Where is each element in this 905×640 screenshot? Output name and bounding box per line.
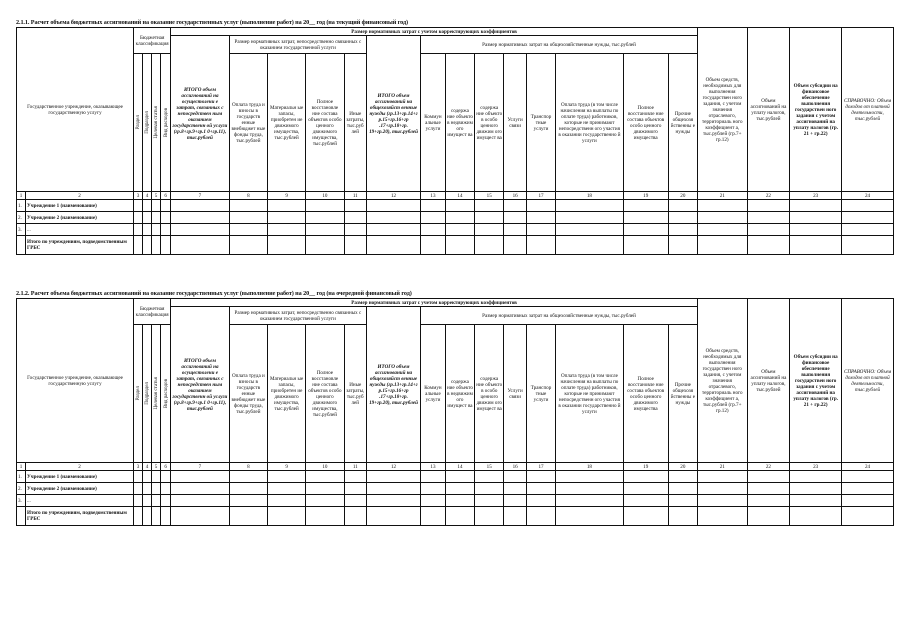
- direct-col: Полное восстановле ние состава объектов особо ценного движимого имущества, тыс.рублей: [306, 325, 344, 463]
- budget-col-subsection: Подраздел: [144, 111, 151, 134]
- direct-col: Материальн ые запасы, приобретен ие движимого имущества, тыс.рублей: [267, 325, 305, 463]
- reference-header: СПРАВОЧНО: Объем доходов от платной деятельности, тыс.рублей: [842, 299, 894, 463]
- general-col: Транспор тные услуги: [526, 325, 555, 463]
- volume-needed-header: Объем средств, необходимых для выполнения государствен ного задания, с учетом значения отраслевого, территориаль ного коэффициент а, тыс.рублей (гр.7+ гр.12): [697, 28, 747, 192]
- table-row: 1. Учреждение 1 (наименование): [17, 471, 894, 483]
- budget-table: [16, 27, 894, 255]
- norm-total-header: Размер нормативных затрат с учетом корректирующих коэффициентов: [171, 28, 698, 36]
- table-row: 2. Учреждение 2 (наименование): [17, 212, 894, 224]
- general-col: Коммун альные услуги: [421, 325, 446, 463]
- general-col: Оплата труда (в том числе начисления на выплаты по оплате труда) работников, которые не принимают непосредственн ого участия в оказании государственно й услуги: [556, 54, 624, 192]
- budget-col-target: Целевая статья: [153, 377, 160, 410]
- table-row: 3. ...: [17, 224, 894, 236]
- direct-col: Материальн ые запасы, приобретен ие движимого имущества, тыс.рублей: [267, 54, 305, 192]
- direct-col: Полное восстановле ние состава объектов особо ценного движимого имущества, тыс.рублей: [306, 54, 344, 192]
- institution-header: Государственное учреждение, оказывающее государственную услугу: [17, 299, 134, 463]
- direct-col: Иные затраты, тыс.руб лей: [344, 325, 367, 463]
- budget-class-header: Бюджетная классификация: [134, 299, 171, 325]
- norm-general-header: Размер нормативных затрат на общехозяйственные нужды, тыс.рублей: [421, 36, 698, 54]
- volume-needed-header: Объем средств, необходимых для выполнения государствен ного задания, с учетом значения отраслевого, территориаль ного коэффициент а, тыс.рублей (гр.7+ гр.12): [697, 299, 747, 463]
- general-col: Коммун альные услуги: [421, 54, 446, 192]
- budget-col-section: Раздел: [135, 386, 142, 401]
- tax-volume-header: Объем ассигнований на уплату налогов, тыс.рублей: [747, 28, 790, 192]
- general-col: Прочие общехозя йственны е нужды: [668, 54, 697, 192]
- general-col: Полное восстановле ние состава объектов особо ценного движимого имущества: [623, 325, 668, 463]
- general-col: содержа ние объекто в особо ценного движим ого имущест ва: [475, 54, 504, 192]
- section-current-year: [16, 19, 894, 255]
- total-direct-header: ИТОГО объем ассигнований на осуществлени е затрат, связанных с непосредствен ным оказанием государственн ой услуги (гр.8+гр.9+гр.1 0+гр.11), тыс.рублей: [171, 307, 230, 463]
- section-next-year: [16, 290, 894, 526]
- norm-direct-header: Размер нормативных затрат, непосредственно связанных с оказанием государственной услуги: [229, 307, 366, 325]
- total-general-header: ИТОГО объем ассигнований на общехозяйст венные нужды (гр.13+гр.14+г р.15+гр.16+гр .17+гр.18+гр. 19+гр.20), тыс.рублей: [367, 36, 421, 192]
- general-col: Услуги связи: [504, 54, 527, 192]
- direct-col: Иные затраты, тыс.руб лей: [344, 54, 367, 192]
- general-col: содержа ние объекто в недвижим ого имущест ва: [445, 325, 474, 463]
- tax-volume-header: Объем ассигнований на уплату налогов, тыс.рублей: [747, 299, 790, 463]
- budget-table: [16, 298, 894, 526]
- norm-general-header: Размер нормативных затрат на общехозяйственные нужды, тыс.рублей: [421, 307, 698, 325]
- total-row: Итого по учреждениям, подведомственным ГРБС: [17, 236, 894, 255]
- direct-col: Оплата труда и взносы в государств енные внебюджет ные фонды труда, тыс.рублей: [229, 54, 267, 192]
- table-row: 3. ...: [17, 495, 894, 507]
- general-col: Услуги связи: [504, 325, 527, 463]
- institution-header: Государственное учреждение, оказывающее государственную услугу: [17, 28, 134, 192]
- total-general-header: ИТОГО объем ассигнований на общехозяйст венные нужды (гр.13+гр.14+г р.15+гр.16+гр .17+гр.18+гр. 19+гр.20), тыс.рублей: [367, 307, 421, 463]
- norm-direct-header: Размер нормативных затрат, непосредственно связанных с оказанием государственной услуги: [229, 36, 366, 54]
- column-numbers-row: 1 2 3 4 5 6 7 8 9 10 11 12 13 14 15 16 17 18 19 20 21 22 23 24: [17, 192, 894, 200]
- budget-col-subsection: Подраздел: [144, 382, 151, 405]
- budget-col-section: Раздел: [135, 115, 142, 130]
- subsidy-header: Объем субсидии на финансовое обеспечение выполнения государствен ного задания с учетом ассигнований на уплату налогов (гр. 21 + гр.22): [790, 28, 842, 192]
- direct-col: Оплата труда и взносы в государств енные внебюджет ные фонды труда, тыс.рублей: [229, 325, 267, 463]
- general-col: Полное восстановле ние состава объектов особо ценного движимого имущества: [623, 54, 668, 192]
- total-direct-header: ИТОГО объем ассигнований на осуществлени е затрат, связанных с непосредствен ным оказанием государственн ой услуги (гр.8+гр.9+гр.1 0+гр.11), тыс.рублей: [171, 36, 230, 192]
- table-row: 1. Учреждение 1 (наименование): [17, 200, 894, 212]
- general-col: содержа ние объекто в недвижим ого имущест ва: [445, 54, 474, 192]
- budget-col-expense-type: Вид расходов: [162, 107, 169, 138]
- section-title: 2.1.2. Расчет объема бюджетных ассигнований на оказание государственных услуг (выполнение работ) на 20__ год (на очередной финансовый год): [16, 290, 412, 297]
- general-col: Прочие общехозя йственны е нужды: [668, 325, 697, 463]
- budget-col-expense-type: Вид расходов: [162, 378, 169, 409]
- budget-class-header: Бюджетная классификация: [134, 28, 171, 54]
- subsidy-header: Объем субсидии на финансовое обеспечение выполнения государствен ного задания с учетом ассигнований на уплату налогов (гр. 21 + гр.22): [790, 299, 842, 463]
- general-col: содержа ние объекто в особо ценного движим ого имущест ва: [475, 325, 504, 463]
- norm-total-header: Размер нормативных затрат с учетом корректирующих коэффициентов: [171, 299, 698, 307]
- table-row: 2. Учреждение 2 (наименование): [17, 483, 894, 495]
- column-numbers-row: 1 2 3 4 5 6 7 8 9 10 11 12 13 14 15 16 17 18 19 20 21 22 23 24: [17, 463, 894, 471]
- budget-col-target: Целевая статья: [153, 106, 160, 139]
- total-row: Итого по учреждениям, подведомственным ГРБС: [17, 507, 894, 526]
- general-col: Транспор тные услуги: [526, 54, 555, 192]
- general-col: Оплата труда (в том числе начисления на выплаты по оплате труда) работников, которые не принимают непосредственн ого участия в оказании государственно й услуги: [556, 325, 624, 463]
- reference-header: СПРАВОЧНО: Объем доходов от платной деятельности, тыс.рублей: [842, 28, 894, 192]
- section-title: 2.1.1. Расчет объема бюджетных ассигнований на оказание государственных услуг (выполнение работ) на 20__ год (на текущий финансовый год): [16, 19, 408, 26]
